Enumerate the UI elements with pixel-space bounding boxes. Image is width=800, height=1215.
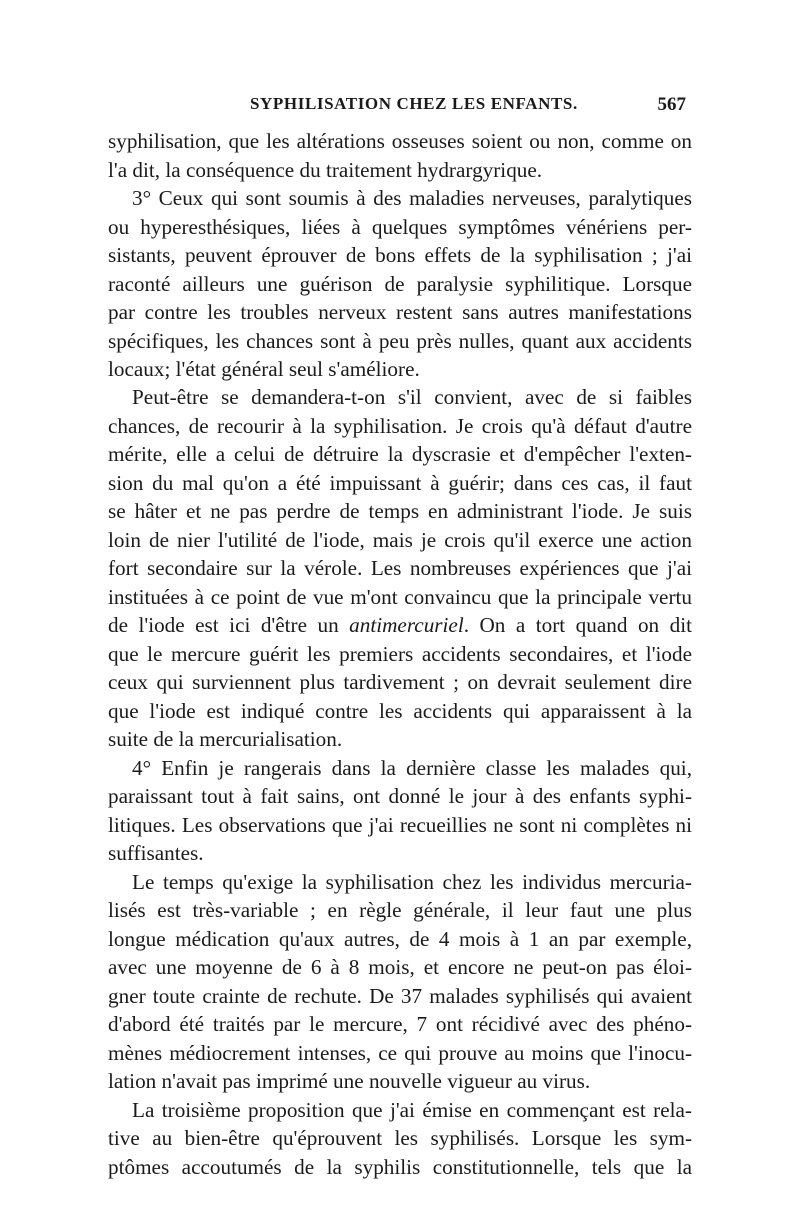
text-line: chances, de recourir à la syphilisation. Je crois qu'à défaut d'autre xyxy=(108,414,692,438)
text-line: lation n'avait pas imprimé une nouvelle vigueur au virus. xyxy=(108,1069,591,1093)
text-segment: de l'iode est ici d'être un xyxy=(108,613,350,637)
running-head xyxy=(110,94,690,118)
text-line: loin de nier l'utilité de l'iode, mais je crois qu'il exerce une action xyxy=(108,528,692,552)
text-line: suffisantes. xyxy=(108,841,204,865)
text-line-with-emphasis xyxy=(108,611,692,639)
text-line: locaux; l'état général seul s'améliore. xyxy=(108,357,420,381)
text-line: lisés est très-variable ; en règle générale, il leur faut une plus xyxy=(108,898,692,922)
text-line: suite de la mercurialisation. xyxy=(108,727,343,751)
text-line: d'abord été traités par le mercure, 7 ont récidivé avec des phéno- xyxy=(108,1012,692,1036)
text-line: sistants, peuvent éprouver de bons effets de la syphilisation ; j'ai xyxy=(108,243,692,267)
page-number: 567 xyxy=(657,94,686,115)
text-line: gner toute crainte de rechute. De 37 malades syphilisés qui avaient xyxy=(108,984,692,1008)
running-title: SYPHILISATION CHEZ LES ENFANTS. xyxy=(250,94,578,113)
text-line: longue médication qu'aux autres, de 4 mois à 1 an par exemple, xyxy=(108,927,692,951)
text-line: syphilisation, que les altérations osseuses soient ou non, comme on xyxy=(108,129,692,153)
text-line: La troisième proposition que j'ai émise en commençant est rela- xyxy=(132,1098,692,1122)
text-line: mènes médiocrement intenses, ce qui prouve au moins que l'inocu- xyxy=(108,1041,692,1065)
text-line: que le mercure guérit les premiers accidents secondaires, et l'iode xyxy=(108,642,692,666)
text-line: Le temps qu'exige la syphilisation chez les individus mercuria- xyxy=(132,870,692,894)
text-line: litiques. Les observations que j'ai recueillies ne sont ni complètes ni xyxy=(108,813,692,837)
text-line: avec une moyenne de 6 à 8 mois, et encore ne peut-on pas éloi- xyxy=(108,955,692,979)
text-line: l'a dit, la conséquence du traitement hydrargyrique. xyxy=(108,158,543,182)
text-line: par contre les troubles nerveux restent sans autres manifestations xyxy=(108,300,692,324)
text-line: mérite, elle a celui de détruire la dyscrasie et d'empêcher l'exten- xyxy=(108,442,692,466)
text-line: instituées à ce point de vue m'ont convaincu que la principale vertu xyxy=(108,585,692,609)
text-line: ptômes accoutumés de la syphilis constitutionnelle, tels que la xyxy=(108,1155,692,1179)
text-line: ou hyperesthésiques, liées à quelques symptômes vénériens per- xyxy=(108,215,692,239)
emphasis-term: antimercuriel xyxy=(349,613,464,637)
text-segment: . On a tort quand on dit xyxy=(463,613,692,637)
text-line: fort secondaire sur la vérole. Les nombreuses expériences que j'ai xyxy=(108,556,692,580)
text-line: Peut-être se demandera-t-on s'il convient, avec de si faibles xyxy=(132,385,692,409)
text-line: raconté ailleurs une guérison de paralysie syphilitique. Lorsque xyxy=(108,272,692,296)
text-line: 3° Ceux qui sont soumis à des maladies nerveuses, paralytiques xyxy=(132,186,692,210)
text-line: sion du mal qu'on a été impuissant à guérir; dans ces cas, il faut xyxy=(108,471,692,495)
text-line: que l'iode est indiqué contre les accidents qui apparaissent à la xyxy=(108,699,692,723)
text-line: ceux qui surviennent plus tardivement ; on devrait seulement dire xyxy=(108,670,692,694)
text-line: spécifiques, les chances sont à peu près nulles, quant aux accidents xyxy=(108,329,692,353)
text-line: 4° Enfin je rangerais dans la dernière classe les malades qui, xyxy=(132,756,692,780)
text-line: tive au bien-être qu'éprouvent les syphilisés. Lorsque les sym- xyxy=(108,1126,692,1150)
text-line: paraissant tout à fait sains, ont donné le jour à des enfants syphi- xyxy=(108,784,692,808)
text-line: se hâter et ne pas perdre de temps en administrant l'iode. Je suis xyxy=(108,499,692,523)
